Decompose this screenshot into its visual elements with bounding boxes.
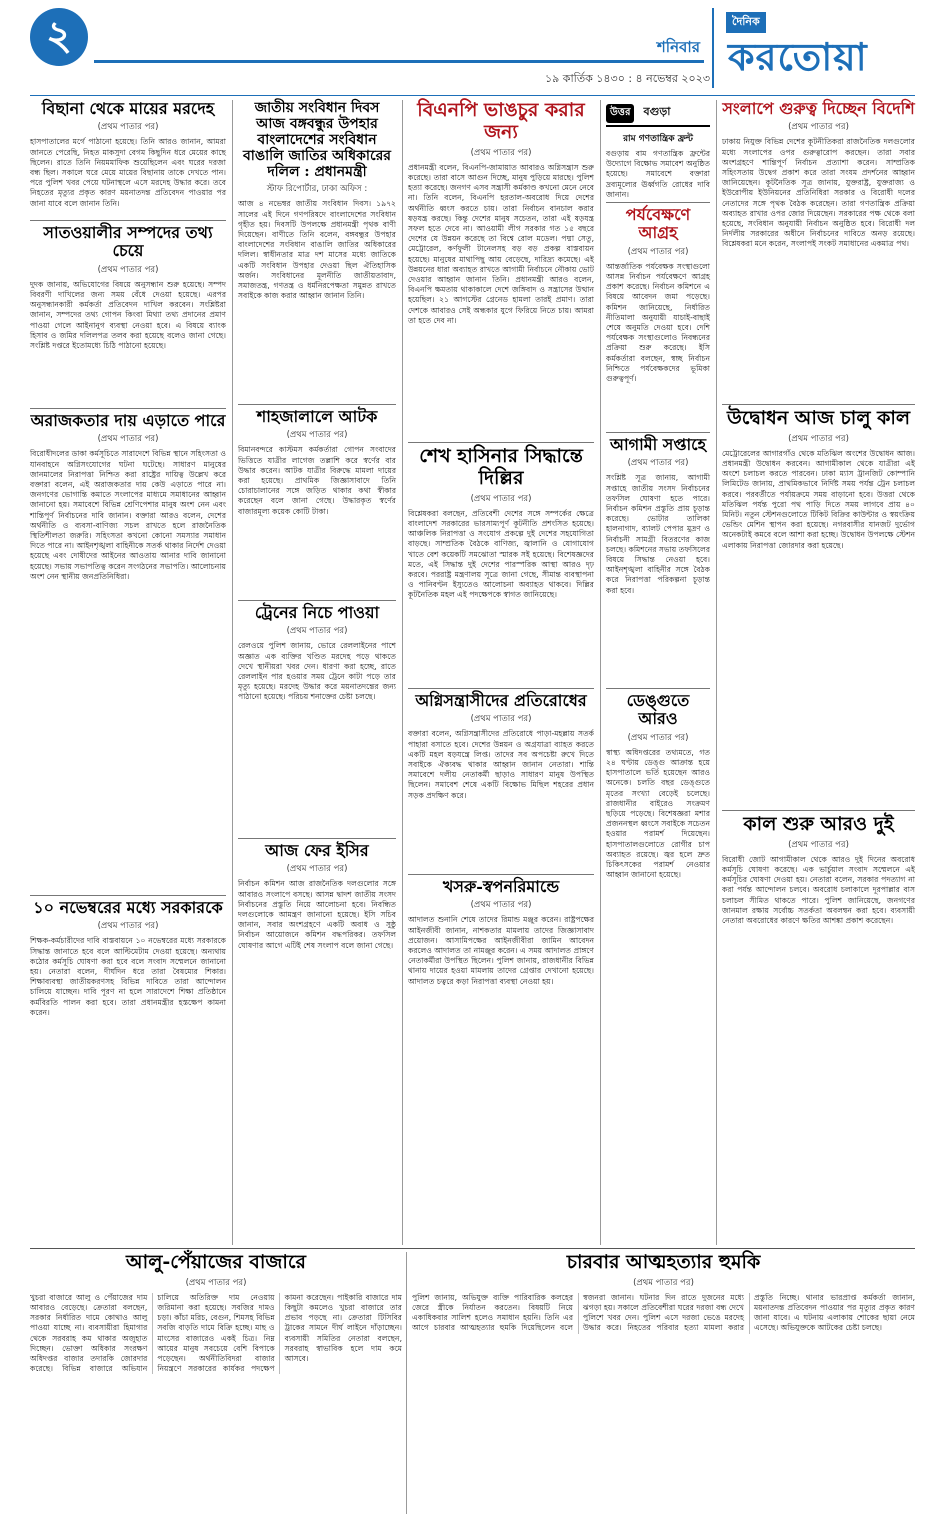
jump-line: (প্রথম পাতার পর) bbox=[627, 458, 689, 469]
jump-line: (প্রথম পাতার পর) bbox=[470, 714, 532, 725]
jump-line: (প্রথম পাতার পর) bbox=[286, 864, 348, 875]
column-separator bbox=[232, 100, 233, 1245]
story-divider bbox=[606, 432, 710, 433]
story-property-info bbox=[30, 223, 229, 406]
story-body: রেলওয়ে পুলিশ জানায়, ভোরে রেললাইনের পাশে অজ্ঞাত এক ব্যক্তির খণ্ডিত মরদেহ পড়ে থাকতে দেখে স্থানীয়রা খবর দেন। ধারণা করা হচ্ছে, রাতে রেললাইন পার হওয়ার সময় ট্রেনে কাটা পড়ে তার মৃত্যু হয়েছে। মরদেহ উদ্ধার করে ময়নাতদন্তের জন্য পাঠানো হয়েছে। পরিচয় শনাক্তের চেষ্টা চলছে। bbox=[238, 641, 399, 702]
headline: কাল শুরু আরও দুই bbox=[743, 813, 894, 835]
story-arson-resistance bbox=[408, 691, 597, 872]
logo-main-text: করতোয়া bbox=[728, 34, 868, 79]
masthead-divider bbox=[30, 95, 915, 96]
story-foreign-dialogue bbox=[722, 99, 918, 402]
newspaper-logo bbox=[712, 8, 917, 88]
story-khasru-remand bbox=[408, 877, 597, 1242]
story-mothers-body bbox=[30, 99, 229, 218]
story-bnp-vandalism bbox=[408, 99, 597, 440]
story-body: সংশ্লিষ্ট সূত্র জানায়, আগামী সপ্তাহে জাতীয় সংসদ নির্বাচনের তফসিল ঘোষণা হতে পারে। নির্বাচন কমিশন প্রস্তুতি প্রায় চূড়ান্ত করেছে। ভোটার তালিকা হালনাগাদ, ব্যালট পেপার মুদ্রণ ও নির্বাচনী সামগ্রী বিতরণের কাজ চলছে। কমিশনের সভায় তফসিলের বিষয়ে সিদ্ধান্ত নেওয়া হবে। আইনশৃঙ্খলা বাহিনীর সঙ্গে বৈঠক করে নিরাপত্তা পরিকল্পনা চূড়ান্ত করা হবে। bbox=[606, 473, 713, 595]
story-divider bbox=[408, 874, 594, 875]
masthead bbox=[0, 0, 945, 92]
headline: পর্যবেক্ষণে আগ্রহ bbox=[625, 205, 691, 243]
story-body: মেট্রোরেলের আগারগাঁও থেকে মতিঝিল অংশের উদ্বোধন আজ। প্রধানমন্ত্রী উদ্বোধন করবেন। আগামীকাল থেকে যাত্রীরা এই অংশে চলাচল করতে পারবেন। ঢাকা ম্যাস ট্রানজিট কোম্পানি লিমিটেড জানায়, প্রাথমিকভাবে নির্দিষ্ট সময় পর্যন্ত ট্রেন চলাচল করবে। পরবর্তীতে পর্যায়ক্রমে সময় বাড়ানো হবে। উত্তরা থেকে মতিঝিল পর্যন্ত পুরো পথ পাড়ি দিতে সময় লাগবে প্রায় ৪০ মিনিট। নতুন স্টেশনগুলোতে টিকিট বিক্রির কাউন্টার ও স্বয়ংক্রিয় ভেন্ডিং মেশিন স্থাপন করা হয়েছে। নগরবাসীর যানজট দুর্ভোগ অনেকটাই কমবে বলে আশা করা হচ্ছে। উদ্বোধন উপলক্ষে স্টেশন এলাকায় নিরাপত্তা জোরদার করা হয়েছে। bbox=[722, 448, 918, 550]
jump-line: (প্রথম পাতার পর) bbox=[97, 434, 159, 445]
headline: জাতীয় সংবিধান দিবস আজ বঙ্গবন্ধুর উপহার বাংলাদেশের সংবিধান বাঙালি জাতির অধিকারের দলিল : প্রধানমন্ত্রী bbox=[242, 100, 392, 181]
jump-line: (প্রথম পাতার পর) bbox=[97, 122, 159, 133]
jump-line: (প্রথম পাতার পর) bbox=[470, 900, 532, 911]
headline: অরাজকতার দায় এড়াতে পারে bbox=[30, 411, 226, 430]
headline: বিএনপি ভাঙচুর করার জন্য bbox=[417, 99, 585, 143]
column-separator bbox=[600, 100, 601, 1245]
story-dengue bbox=[606, 691, 713, 1072]
jump-line: (প্রথম পাতার পর) bbox=[470, 147, 532, 158]
column-separator bbox=[716, 100, 717, 1245]
story-under-train bbox=[238, 603, 399, 836]
story-divider bbox=[722, 810, 915, 811]
headline: ট্রেনের নিচে পাওয়া bbox=[254, 603, 380, 622]
headline: আগামী সপ্তাহে bbox=[609, 435, 706, 454]
story-observation-interest bbox=[606, 205, 713, 430]
story-body: আদালত শুনানি শেষে তাদের রিমান্ড মঞ্জুর করেন। রাষ্ট্রপক্ষের আইনজীবী জানান, নাশকতার মামলায় তাদের জিজ্ঞাসাবাদ প্রয়োজন। আসামিপক্ষের আইনজীবীরা জামিন আবেদন করলেও আদালত তা নামঞ্জুর করেন। এ সময় আদালত প্রাঙ্গণে নেতাকর্মীরা উপস্থিত ছিলেন। পুলিশ জানায়, রাজধানীর বিভিন্ন থানায় দায়ের হওয়া মামলায় তাদের গ্রেপ্তার দেখানো হয়েছে। আদালত চত্বরে কড়া নিরাপত্তা ব্যবস্থা নেওয়া হয়। bbox=[408, 915, 597, 986]
story-shahjalal-arrest bbox=[238, 407, 399, 598]
story-divider bbox=[606, 202, 710, 203]
story-body: পুলিশ জানায়, অভিযুক্ত ব্যক্তি পারিবারিক কলহের জেরে স্ত্রীকে নির্যাতন করতেন। বিষয়টি নিয়ে একাধিকবার সালিশ হলেও সমাধান হয়নি। তিনি এর আগে চারবার আত্মহত্যার হুমকি দিয়েছিলেন বলে স্বজনরা জানান। ঘটনার দিন রাতে দুজনের মধ্যে ঝগড়া হয়। সকালে প্রতিবেশীরা ঘরের দরজা বন্ধ দেখে পুলিশে খবর দেন। পুলিশ এসে দরজা ভেঙে মরদেহ উদ্ধার করে। নিহতের পরিবার হত্যা মামলা করার প্রস্তুতি নিচ্ছে। থানার ভারপ্রাপ্ত কর্মকর্তা জানান, ময়নাতদন্ত প্রতিবেদন পাওয়ার পর মৃত্যুর প্রকৃত কারণ জানা যাবে। এ ঘটনায় এলাকায় শোকের ছায়া নেমে এসেছে। অভিযুক্তকে আটকের চেষ্টা চলছে। bbox=[412, 1292, 918, 1333]
story-divider bbox=[30, 220, 226, 221]
headline: ১০ নভেম্বরের মধ্যে সরকারকে bbox=[33, 898, 223, 917]
story-body: বিমানবন্দরে কাস্টমস কর্মকর্তারা গোপন সংবাদের ভিত্তিতে যাত্রীর লাগেজ তল্লাশি করে স্বর্ণের বার উদ্ধার করেন। আটক যাত্রীর বিরুদ্ধে মামলা দায়ের করা হয়েছে। প্রাথমিক জিজ্ঞাসাবাদে তিনি চোরাচালানের সঙ্গে জড়িত থাকার কথা স্বীকার করেছেন বলে জানা গেছে। উদ্ধারকৃত স্বর্ণের বাজারমূল্য কয়েক কোটি টাকা। bbox=[238, 445, 399, 516]
story-divider bbox=[606, 688, 710, 689]
story-suicide-threat bbox=[412, 1251, 918, 1514]
story-divider bbox=[408, 442, 594, 443]
story-body: বগুড়ায় বাম গণতান্ত্রিক ফ্রন্টের উদ্যোগে বিক্ষোভ সমাবেশ অনুষ্ঠিত হয়েছে। সমাবেশে বক্তারা দ্রব্যমূল্যের ঊর্ধ্বগতি রোধের দাবি জানান। bbox=[606, 149, 713, 199]
jump-line: (প্রথম পাতার পর) bbox=[470, 493, 532, 504]
masthead-date: ১৯ কার্তিক ১৪৩০ : ৪ নভেম্বর ২০২৩ bbox=[545, 72, 710, 85]
story-ec-dialogue bbox=[238, 841, 399, 1242]
headline: খসরু-স্বপনরিমান্ডে bbox=[442, 877, 560, 896]
story-potato-onion-market bbox=[30, 1251, 405, 1514]
jump-line: (প্রথম পাতার পর) bbox=[97, 921, 159, 932]
story-body: প্রধানমন্ত্রী বলেন, বিএনপি-জামায়াত আবারও অগ্নিসন্ত্রাস শুরু করেছে। তারা বাসে আগুন দিচ্ছে, মানুষ পুড়িয়ে মারছে। পুলিশ হত্যা করেছে। জনগণ এসব সন্ত্রাসী কর্মকাণ্ড কখনো মেনে নেবে না। তিনি বলেন, বিএনপি হরতাল-অবরোধ দিয়ে দেশের অর্থনীতি ধ্বংস করতে চায়। তারা নির্বাচন বানচাল করার ষড়যন্ত্র করছে। কিন্তু দেশের মানুষ সচেতন, তারা এই ষড়যন্ত্র সফল হতে দেবে না। আওয়ামী লীগ সরকার গত ১৫ বছরে দেশের যে উন্নয়ন করেছে তা বিশ্বে রোল মডেল। পদ্মা সেতু, মেট্রোরেল, কর্ণফুলী টানেলসহ বড় বড় প্রকল্প বাস্তবায়ন হয়েছে। মানুষের মাথাপিছু আয় বেড়েছে, দারিদ্র্য কমেছে। এই উন্নয়নের ধারা অব্যাহত রাখতে আগামী নির্বাচনে নৌকায় ভোট দেওয়ার আহ্বান জানান তিনি। প্রধানমন্ত্রী আরও বলেন, বিএনপি ক্ষমতায় থাকাকালে দেশে জঙ্গিবাদ ও সন্ত্রাসের উত্থান হয়েছিল। ২১ আগস্টের গ্রেনেড হামলা তারই প্রমাণ। তারা দেশকে আবারও সেই অন্ধকার যুগে ফিরিয়ে নিতে চায়। আমরা তা হতে দেব না। bbox=[408, 162, 597, 325]
jump-line: (প্রথম পাতার পর) bbox=[97, 264, 159, 275]
story-constitution-day bbox=[238, 100, 399, 402]
story-body: ঢাকায় নিযুক্ত বিভিন্ন দেশের কূটনীতিকরা রাজনৈতিক দলগুলোর মধ্যে সংলাপের ওপর গুরুত্বারোপ করছেন। তারা সবার অংশগ্রহণে শান্তিপূর্ণ নির্বাচন প্রত্যাশা করেন। সাম্প্রতিক সহিংসতায় উদ্বেগ প্রকাশ করে তারা সংযম প্রদর্শনের আহ্বান জানিয়েছেন। কূটনৈতিক সূত্র জানায়, যুক্তরাষ্ট্র, যুক্তরাজ্য ও ইউরোপীয় ইউনিয়নের প্রতিনিধিরা সরকার ও বিরোধী দলের নেতাদের সঙ্গে পৃথক বৈঠক করেছেন। তারা গণতান্ত্রিক প্রক্রিয়া অব্যাহত রাখার ওপর জোর দিয়েছেন। সরকারের পক্ষ থেকে বলা হয়েছে, সংবিধান অনুযায়ী নির্বাচন অনুষ্ঠিত হবে। বিরোধী দল নির্দলীয় সরকারের অধীনে নির্বাচনের দাবিতে অনড় রয়েছে। বিশ্লেষকরা মনে করেন, সংলাপই সংকট সমাধানের একমাত্র পথ। bbox=[722, 137, 918, 249]
story-body: নির্বাচন কমিশন আজ রাজনৈতিক দলগুলোর সঙ্গে আবারও সংলাপে বসছে। আসন্ন দ্বাদশ জাতীয় সংসদ নির্বাচনের প্রস্তুতি নিয়ে আলোচনা হবে। নিবন্ধিত দলগুলোকে আমন্ত্রণ জানানো হয়েছে। ইসি সচিব জানান, সবার অংশগ্রহণে একটি অবাধ ও সুষ্ঠু নির্বাচন আয়োজনে কমিশন বদ্ধপরিকর। তফসিল ঘোষণার আগে এটিই শেষ সংলাপ বলে জানা গেছে। bbox=[238, 879, 399, 950]
headline: রাম গণতান্ত্রিক ফ্রন্ট bbox=[623, 134, 693, 144]
headline: ডেঙ্গুতে আরও bbox=[626, 691, 690, 729]
story-divider bbox=[722, 404, 915, 405]
story-november-ultimatum bbox=[30, 898, 229, 1241]
story-body: আজ ৪ নভেম্বর জাতীয় সংবিধান দিবস। ১৯৭২ সালের এই দিনে গণপরিষদে বাংলাদেশের সংবিধান গৃহীত হয়। দিবসটি উপলক্ষে প্রধানমন্ত্রী পৃথক বাণী দিয়েছেন। বাণীতে তিনি বলেন, বঙ্গবন্ধুর উপহার বাংলাদেশের সংবিধান বাঙালি জাতির অধিকারের দলিল। স্বাধীনতার মাত্র দশ মাসের মধ্যে জাতিকে একটি সংবিধান উপহার দেওয়া ছিল ঐতিহাসিক অর্জন। সংবিধানের মূলনীতি জাতীয়তাবাদ, সমাজতন্ত্র, গণতন্ত্র ও ধর্মনিরপেক্ষতা সমুন্নত রাখতে সবাইকে কাজ করার আহ্বান জানান তিনি। bbox=[238, 199, 399, 301]
section-tag: উত্তর bbox=[606, 104, 634, 123]
story-body: বিশ্লেষকরা বলছেন, প্রতিবেশী দেশের সঙ্গে সম্পর্কের ক্ষেত্রে বাংলাদেশ সরকারের ভারসাম্যপূর্ণ কূটনীতি প্রশংসিত হয়েছে। আঞ্চলিক নিরাপত্তা ও সংযোগ প্রকল্পে দুই দেশের সহযোগিতা বাড়ছে। সাম্প্রতিক বৈঠকে বাণিজ্য, জ্বালানি ও যোগাযোগ খাতে বেশ কয়েকটি সমঝোতা স্মারক সই হয়েছে। বিশেষজ্ঞদের মতে, এই সিদ্ধান্ত দুই দেশের পারস্পরিক আস্থা আরও দৃঢ় করবে। পররাষ্ট্র মন্ত্রণালয় সূত্রে জানা গেছে, সীমান্ত ব্যবস্থাপনা ও পানিবণ্টন ইস্যুতেও আলোচনা অব্যাহত থাকবে। দিল্লির কূটনৈতিক মহল এই পদক্ষেপকে স্বাগত জানিয়েছে। bbox=[408, 508, 597, 600]
story-body: দুদক জানায়, অভিযোগের বিষয়ে অনুসন্ধান শুরু হয়েছে। সম্পদ বিবরণী দাখিলের জন্য সময় বেঁধে দেওয়া হয়েছে। এরপর অনুসন্ধানকারী কর্মকর্তা প্রতিবেদন দাখিল করবেন। সংশ্লিষ্টরা জানান, সম্পদের তথ্য গোপন কিংবা মিথ্যা তথ্য প্রদানের প্রমাণ পাওয়া গেলে আইনানুগ ব্যবস্থা নেওয়া হবে। এ বিষয়ে ব্যাংক হিসাব ও জমির দলিলপত্র তলব করা হয়েছে বলেও জানা গেছে। সংশ্লিষ্ট দপ্তরে ইতোমধ্যে চিঠি পাঠানো হয়েছে। bbox=[30, 279, 229, 350]
byline: স্টাফ রিপোর্টার, ঢাকা অফিস : bbox=[266, 184, 368, 195]
story-body: হাসপাতালের মর্গে পাঠানো হয়েছে। তিনি আরও জানান, আমরা জানতে পেরেছি, নিহত মাকসুদা বেগম কিছুদিন ধরে মেয়ের কাছে ছিলেন। রাতে তিনি নিয়মমাফিক শুয়েছিলেন এবং ঘরের দরজা বন্ধ ছিল। সকালে ঘরে মেয়ে মায়ের বিছানায় তাকে দেখতে পান। পরে পুলিশ খবর পেয়ে ঘটনাস্থলে এসে মরদেহ উদ্ধার করে। তবে নিহতের মৃত্যুর প্রকৃত কারণ ময়নাতদন্ত প্রতিবেদন পাওয়ার পর জানা যাবে বলে জানান তিনি। bbox=[30, 137, 229, 208]
story-body: বিরোধী জোট আগামীকাল থেকে আরও দুই দিনের অবরোধ কর্মসূচি ঘোষণা করেছে। এক ভার্চুয়াল সংবাদ সম্মেলনে এই কর্মসূচির ঘোষণা দেওয়া হয়। নেতারা বলেন, সরকার পদত্যাগ না করা পর্যন্ত আন্দোলন চলবে। অবরোধ চলাকালে দূরপাল্লার বাস চলাচল সীমিত থাকতে পারে। পুলিশ জানিয়েছে, জনগণের জানমাল রক্ষায় সর্বোচ্চ সতর্কতা অবলম্বন করা হবে। ব্যবসায়ী নেতারা অবরোধের কারণে ক্ষতির আশঙ্কা প্রকাশ করেছেন। bbox=[722, 854, 918, 926]
story-divider bbox=[408, 688, 594, 689]
headline: চারবার আত্মহত্যার হুমকি bbox=[566, 1251, 761, 1273]
headline: আজ ফের ইসির bbox=[265, 841, 369, 860]
headline: উদ্বোধন আজ চালু কাল bbox=[726, 407, 911, 429]
jump-line: (প্রথম পাতার পর) bbox=[627, 246, 689, 257]
headline: সাতওয়ালীর সম্পদের তথ্য চেয়ে bbox=[43, 223, 213, 261]
masthead-day: শনিবার bbox=[656, 38, 700, 56]
logo-small-text: দৈনিক bbox=[726, 12, 766, 33]
story-hasina-delhi bbox=[408, 445, 597, 686]
jump-line: (প্রথম পাতার পর) bbox=[788, 122, 849, 133]
headline: সংলাপে গুরুত্ব দিচ্ছেন বিদেশি bbox=[722, 99, 915, 118]
story-anarchy bbox=[30, 411, 229, 892]
story-divider bbox=[30, 895, 226, 896]
headline: আলু-পেঁয়াজের বাজারে bbox=[126, 1251, 306, 1273]
jump-line: (প্রথম পাতার পর) bbox=[185, 1277, 247, 1288]
jump-line: (প্রথম পাতার পর) bbox=[788, 433, 849, 444]
section-rule bbox=[606, 125, 710, 127]
page-number: ২ bbox=[30, 8, 88, 66]
column-separator bbox=[406, 1252, 407, 1514]
section-label: বগুড়া bbox=[643, 105, 671, 118]
story-divider bbox=[238, 838, 396, 839]
bottom-band-divider bbox=[30, 1248, 915, 1249]
headline: বিছানা থেকে মায়ের মরদেহ bbox=[41, 99, 215, 118]
story-divider bbox=[238, 600, 396, 601]
story-body: বিরোধীদলের ডাকা কর্মসূচিতে সারাদেশে বিভিন্ন স্থানে সহিংসতা ও যানবাহনে অগ্নিসংযোগের ঘটনা ঘটেছে। সাধারণ মানুষের জানমালের নিরাপত্তা নিশ্চিত করা রাষ্ট্রের দায়িত্ব উল্লেখ করে বক্তারা বলেন, এই অরাজকতার দায় কেউ এড়াতে পারে না। জনগণের ভোগান্তি কমাতে সংলাপের মাধ্যমে সমাধানের আহ্বান জানানো হয়। সমাবেশে বিভিন্ন শ্রেণিপেশার মানুষ অংশ নেন এবং শান্তিপূর্ণ নির্বাচনের দাবি জানান। বক্তারা আরও বলেন, দেশের অর্থনীতি ও ব্যবসা-বাণিজ্য সচল রাখতে হলে রাজনৈতিক স্থিতিশীলতা জরুরি। সহিংসতা কখনো কোনো সমস্যার সমাধান দিতে পারে না। আইনশৃঙ্খলা বাহিনীকে সতর্ক থাকার নির্দেশ দেওয়া হয়েছে এবং দোষীদের আইনের আওতায় আনার দাবি জানানো হয়েছে। সভায় সভাপতিত্ব করেন সংগঠনের সভাপতি। আলোচনায় অংশ নেন স্থানীয় জনপ্রতিনিধিরা। bbox=[30, 449, 229, 581]
headline: শাহজালালে আটক bbox=[256, 407, 378, 426]
jump-line: (প্রথম পাতার পর) bbox=[633, 1277, 694, 1288]
story-next-week bbox=[606, 435, 713, 686]
story-body: বক্তারা বলেন, অগ্নিসন্ত্রাসীদের প্রতিরোধে পাড়া-মহল্লায় সতর্ক পাহারা বসাতে হবে। দেশের উন্নয়ন ও অগ্রযাত্রা ব্যাহত করতে একটি মহল ষড়যন্ত্রে লিপ্ত। তাদের সব অপচেষ্টা রুখে দিতে সবাইকে ঐক্যবদ্ধ থাকার আহ্বান জানান নেতারা। শান্তি সমাবেশে দলীয় নেতাকর্মী ছাড়াও সাধারণ মানুষ উপস্থিত ছিলেন। সমাবেশ শেষে একটি বিক্ষোভ মিছিল শহরের প্রধান সড়ক প্রদক্ষিণ করে। bbox=[408, 729, 597, 800]
story-body: খুচরা বাজারে আলু ও পেঁয়াজের দাম আবারও বেড়েছে। ক্রেতারা বলছেন, সরকার নির্ধারিত দামে কোথাও আলু পাওয়া যাচ্ছে না। ব্যবসায়ীরা হিমাগার থেকে সরবরাহ কম থাকার অজুহাত দিচ্ছেন। ভোক্তা অধিকার সংরক্ষণ অধিদপ্তর বাজার তদারকি জোরদার করেছে। বিভিন্ন বাজারে অভিযান চালিয়ে অতিরিক্ত দাম নেওয়ায় জরিমানা করা হয়েছে। সবজির দামও চড়া। কাঁচা মরিচ, বেগুন, শিমসহ বিভিন্ন সবজি বাড়তি দামে বিক্রি হচ্ছে। মাছ ও মাংসের বাজারেও একই চিত্র। নিম্ন আয়ের মানুষ সবচেয়ে বেশি বিপাকে পড়েছেন। অর্থনীতিবিদরা বাজার নিয়ন্ত্রণে সরকারের কার্যকর পদক্ষেপ কামনা করেছেন। পাইকারি বাজারে দাম কিছুটা কমলেও খুচরা বাজারে তার প্রভাব পড়ছে না। ক্রেতারা টিসিবির ট্রাকের সামনে দীর্ঘ লাইনে দাঁড়াচ্ছেন। ব্যবসায়ী সমিতির নেতারা বলছেন, সরবরাহ স্বাভাবিক হলে দাম কমে আসবে। bbox=[30, 1292, 405, 1374]
story-two-more bbox=[722, 813, 918, 1064]
story-body: শিক্ষক-কর্মচারীদের দাবি বাস্তবায়নে ১০ নভেম্বরের মধ্যে সরকারকে সিদ্ধান্ত জানাতে হবে বলে আল্টিমেটাম দেওয়া হয়েছে। অন্যথায় কঠোর কর্মসূচি ঘোষণা করা হবে বলে সংবাদ সম্মেলনে জানানো হয়। নেতারা বলেন, দীর্ঘদিন ধরে তারা বৈষম্যের শিকার। শিক্ষাব্যবস্থা জাতীয়করণসহ বিভিন্ন দাবিতে তারা আন্দোলন চালিয়ে যাচ্ছেন। দাবি পূরণ না হলে সারাদেশে শিক্ষা প্রতিষ্ঠানে কর্মবিরতি পালন করা হবে। তারা প্রধানমন্ত্রীর হস্তক্ষেপ কামনা করেন। bbox=[30, 936, 229, 1017]
story-body: আন্তর্জাতিক পর্যবেক্ষক সংস্থাগুলো আসন্ন নির্বাচন পর্যবেক্ষণে আগ্রহ প্রকাশ করেছে। নির্বাচন কমিশনে এ বিষয়ে আবেদন জমা পড়েছে। কমিশন জানিয়েছে, নির্ধারিত নীতিমালা অনুযায়ী যাচাই-বাছাই শেষে অনুমতি দেওয়া হবে। দেশি পর্যবেক্ষক সংস্থাগুলোও নিবন্ধনের প্রক্রিয়া শুরু করেছে। ইসি কর্মকর্তারা বলছেন, স্বচ্ছ নির্বাচন নিশ্চিতে পর্যবেক্ষকদের ভূমিকা গুরুত্বপূর্ণ। bbox=[606, 261, 713, 384]
column-separator bbox=[402, 100, 403, 1245]
headline: শেখ হাসিনার সিদ্ধান্তে দিল্লির bbox=[419, 445, 583, 489]
jump-line: (প্রথম পাতার পর) bbox=[788, 839, 849, 850]
story-divider bbox=[30, 408, 226, 409]
story-bogura-section bbox=[606, 100, 713, 200]
story-body: স্বাস্থ্য অধিদপ্তরের তথ্যমতে, গত ২৪ ঘণ্টায় ডেঙ্গু আক্রান্ত হয়ে হাসপাতালে ভর্তি হয়েছেন আরও অনেকে। চলতি বছর ডেঙ্গুতে মৃতের সংখ্যা বেড়েই চলেছে। রাজধানীর বাইরেও সংক্রমণ ছড়িয়ে পড়েছে। বিশেষজ্ঞরা মশার প্রজননস্থল ধ্বংসে সবাইকে সচেতন হওয়ার পরামর্শ দিয়েছেন। হাসপাতালগুলোতে রোগীর চাপ অব্যাহত রয়েছে। জ্বর হলে দ্রুত চিকিৎসকের পরামর্শ নেওয়ার আহ্বান জানানো হয়েছে। bbox=[606, 747, 713, 880]
jump-line: (প্রথম পাতার পর) bbox=[286, 430, 348, 441]
story-divider bbox=[238, 404, 396, 405]
jump-line: (প্রথম পাতার পর) bbox=[286, 626, 348, 637]
jump-line: (প্রথম পাতার পর) bbox=[627, 732, 689, 743]
story-metro-opening bbox=[722, 407, 918, 808]
headline: অগ্নিসন্ত্রাসীদের প্রতিরোধের bbox=[415, 691, 587, 710]
